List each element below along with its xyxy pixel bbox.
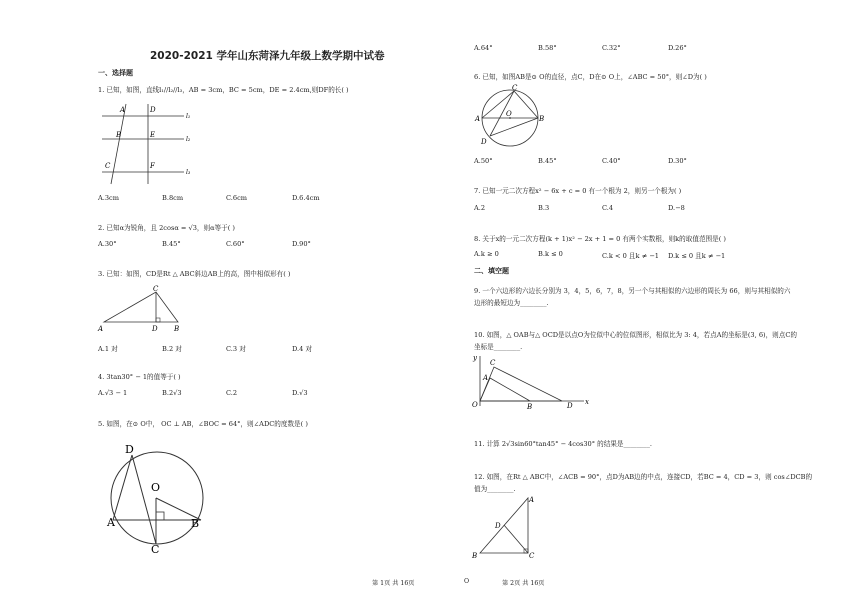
q6-option-a[interactable]: A.50° (474, 157, 493, 165)
question-2-options (98, 240, 398, 250)
q1-option-d[interactable]: D.6.4cm (292, 194, 320, 202)
q7-option-d[interactable]: D.−8 (668, 204, 685, 212)
question-8-text: 8. 关于x的一元二次方程(k + 1)x² − 2x + 1 = 0 有两个实数根，则k的取值范围是( ) (474, 235, 726, 243)
fig10-label-c: C (490, 359, 496, 367)
fig6-label-o: O (506, 110, 512, 118)
question-1-options (98, 194, 398, 204)
fig3-label-c: C (153, 285, 159, 293)
question-11-text: 11. 计算 2√3sin60°tan45° − 4cos30° 的结果是________. (474, 440, 652, 448)
q3-option-b[interactable]: B.2 对 (162, 345, 182, 353)
fig6-label-d: D (481, 138, 487, 146)
question-3-text: 3. 已知：如图，CD是Rt △ ABC斜边AB上的高，图中相似形有( ) (98, 270, 291, 278)
question-9-line1: 9. 一个六边形的六边长分别为 3，4，5，6，7，8，另一个与其相似的六边形的周长为 66，则与其相似的六 (474, 287, 791, 295)
q7-option-c[interactable]: C.4 (602, 204, 614, 212)
q8-option-d[interactable]: D.k ≤ 0 且k ≠ −1 (668, 252, 726, 260)
fig1-label-l3: l₃ (186, 169, 191, 176)
q2-option-c[interactable]: C.60° (226, 240, 245, 248)
q8-option-a[interactable]: A.k ≥ 0 (474, 250, 499, 258)
page-title: 2020-2021 学年山东菏泽九年级上数学期中试卷 (150, 50, 385, 62)
fig1-label-l1: l₁ (186, 113, 191, 120)
question-2-text: 2. 已知α为锐角，且 2cosα = √3，则α等于( ) (98, 224, 235, 232)
q3-option-d[interactable]: D.4 对 (292, 345, 313, 353)
fig1-label-b: B (116, 131, 122, 139)
q5-option-c[interactable]: C.32° (602, 44, 621, 52)
q6-option-b[interactable]: B.45° (538, 157, 557, 165)
fig10-label-o: O (472, 401, 478, 409)
q5-option-d[interactable]: D.26° (668, 44, 687, 52)
section-choice-heading: 一、选择题 (98, 69, 133, 77)
fig6-label-c: C (512, 84, 518, 92)
question-6-text: 6. 已知，如图AB是⊙ O的直径，点C，D在⊙ O上，∠ABC = 50°，则∠D为( ) (474, 73, 707, 81)
fig10-label-x: x (585, 398, 589, 406)
question-5-text: 5. 如图，在⊙ O中， OC ⊥ AB，∠BOC = 64°，则∠ADC的度数是( ) (98, 420, 308, 428)
footer-center-mark: O (464, 578, 470, 585)
q5-option-a[interactable]: A.64° (474, 44, 493, 52)
fig3-label-b: B (174, 325, 180, 333)
fig12-label-a: A (529, 496, 535, 504)
q2-option-b[interactable]: B.45° (162, 240, 181, 248)
fig3-label-d: D (152, 325, 158, 333)
fig5-label-c: C (151, 543, 160, 554)
question-10-line2: 坐标是________. (474, 343, 523, 351)
q4-option-c[interactable]: C.2 (226, 389, 238, 397)
fig3-label-a: A (98, 325, 104, 333)
q1-option-c[interactable]: C.6cm (226, 194, 248, 202)
fig1-label-l2: l₂ (186, 136, 191, 143)
fig5-label-b: B (191, 517, 200, 530)
question-9-line2: 边形的最短边为________. (474, 299, 549, 307)
footer-page-left: 第 1页 共 16页 (372, 580, 415, 587)
question-4-options (98, 389, 398, 399)
q2-option-a[interactable]: A.30° (98, 240, 117, 248)
question-5-figure (102, 440, 212, 554)
fig1-label-c: C (105, 162, 111, 170)
question-1-figure (98, 100, 198, 186)
q8-option-c[interactable]: C.k < 0 且k ≠ −1 (602, 252, 659, 260)
question-12-line2: 值为________. (474, 485, 516, 493)
q8-option-b[interactable]: B.k ≤ 0 (538, 250, 563, 258)
q4-option-a[interactable]: A.√3 − 1 (98, 389, 128, 397)
question-5-options (474, 44, 774, 54)
fig1-label-f: F (150, 162, 155, 170)
fig12-label-d: D (495, 522, 501, 530)
q4-option-b[interactable]: B.2√3 (162, 389, 182, 397)
q1-option-a[interactable]: A.3cm (98, 194, 119, 202)
fig5-label-o: O (151, 481, 161, 494)
fig1-label-a: A (120, 106, 126, 114)
question-6-options (474, 157, 774, 167)
section-fill-heading: 二、填空题 (474, 267, 509, 275)
fig5-label-d: D (125, 443, 134, 456)
footer-page-right: 第 2页 共 16页 (502, 580, 545, 587)
question-10-line1: 10. 如图，△ OAB与△ OCD是以点O为位似中心的位似图形，相似比为 3: 4，若点A的坐标是(3, 6)，则点C的 (474, 331, 798, 339)
fig10-label-y: y (473, 354, 477, 362)
fig12-label-b: B (472, 552, 478, 560)
fig5-label-a: A (107, 516, 115, 529)
question-6-figure (472, 82, 552, 148)
fig1-label-d: D (150, 106, 156, 114)
question-12-figure (470, 494, 536, 560)
q3-option-a[interactable]: A.1 对 (98, 345, 118, 353)
fig12-label-c: C (529, 552, 535, 560)
q3-option-c[interactable]: C.3 对 (226, 345, 246, 353)
question-7-text: 7. 已知一元二次方程x² − 6x + c = 0 有一个根为 2，则另一个根为( ) (474, 187, 682, 195)
question-3-options (98, 343, 398, 353)
fig10-label-a: A (483, 374, 489, 382)
question-8-options (474, 250, 774, 260)
q1-option-b[interactable]: B.8cm (162, 194, 184, 202)
question-12-line1: 12. 如图，在Rt △ ABC中，∠ACB = 90°，点D为AB边的中点，连接CD，若BC = 4，CD = 3，则 cos∠DCB的 (474, 473, 813, 481)
q5-option-b[interactable]: B.58° (538, 44, 557, 52)
question-7-options (474, 204, 774, 214)
q7-option-a[interactable]: A.2 (474, 204, 486, 212)
fig6-label-a: A (475, 115, 481, 123)
q6-option-d[interactable]: D.30° (668, 157, 687, 165)
q7-option-b[interactable]: B.3 (538, 204, 550, 212)
question-10-figure (470, 350, 590, 410)
question-3-figure (96, 282, 186, 334)
fig10-label-d: D (567, 402, 573, 410)
q6-option-c[interactable]: C.40° (602, 157, 621, 165)
q4-option-d[interactable]: D.√3 (292, 389, 308, 397)
question-1-text: 1. 已知，如图，直线l₁//l₂//l₃，AB = 3cm，BC = 5cm，DE = 2.4cm,则DF的长( ) (98, 86, 349, 94)
fig6-label-b: B (539, 115, 545, 123)
q2-option-d[interactable]: D.90° (292, 240, 311, 248)
question-4-text: 4. 3tan30° − 1的值等于( ) (98, 373, 181, 381)
fig1-label-e: E (150, 131, 156, 139)
fig10-label-b: B (527, 403, 533, 410)
